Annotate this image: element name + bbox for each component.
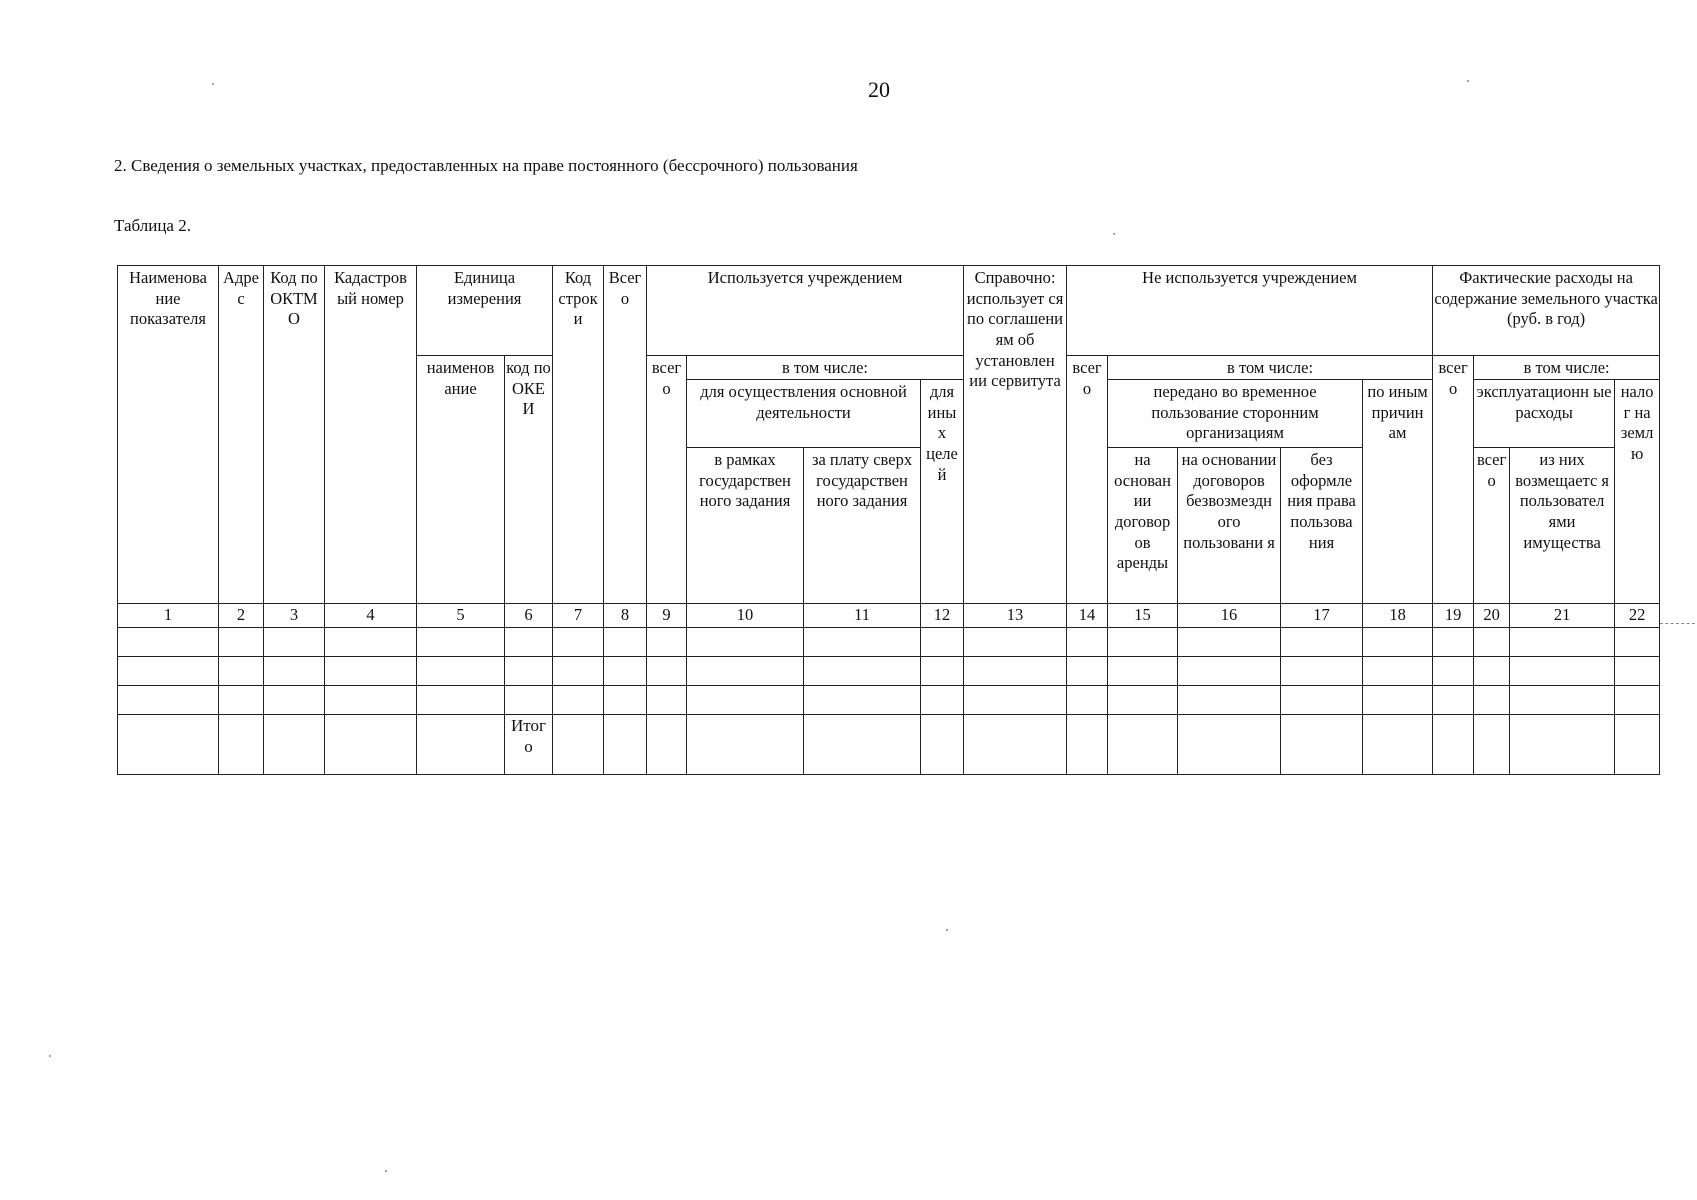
table-cell	[219, 686, 264, 715]
header-other-reasons: по иным причин ам	[1363, 380, 1433, 604]
table-cell	[219, 657, 264, 686]
column-number: 5	[417, 604, 505, 628]
table-cell	[1363, 686, 1433, 715]
table-cell	[325, 686, 417, 715]
header-no-formal-right: без оформле ния права пользова ния	[1281, 448, 1363, 604]
column-number: 1	[118, 604, 219, 628]
table-cell	[804, 686, 921, 715]
header-operating-total: всег о	[1474, 448, 1510, 604]
header-land-tax: нало г на земл ю	[1615, 380, 1660, 604]
table-cell	[1067, 715, 1108, 775]
header-reimbursed: из них возмещаетс я пользовател ями имущества	[1510, 448, 1615, 604]
table-cell	[264, 715, 325, 775]
page-number: 20	[868, 77, 890, 102]
table-cell	[505, 628, 553, 657]
header-operating-costs: эксплуатационн ые расходы	[1474, 380, 1615, 448]
table-cell	[1067, 657, 1108, 686]
table-caption: Таблица 2.	[114, 216, 191, 235]
column-number: 21	[1510, 604, 1615, 628]
table-cell	[804, 657, 921, 686]
header-costs-including: в том числе:	[1474, 356, 1660, 380]
table-cell	[118, 686, 219, 715]
table-cell	[687, 686, 804, 715]
table-cell	[417, 715, 505, 775]
column-numbers-row	[118, 604, 1660, 628]
table-cell	[118, 657, 219, 686]
table-cell	[1281, 686, 1363, 715]
column-number: 13	[964, 604, 1067, 628]
scan-speck	[385, 1170, 387, 1172]
column-number: 8	[604, 604, 647, 628]
table-cell	[417, 628, 505, 657]
table-cell	[604, 715, 647, 775]
table-cell	[1474, 715, 1510, 775]
table-cell	[804, 628, 921, 657]
header-actual-costs: Фактические расходы на содержание земельного участка (руб. в год)	[1433, 266, 1660, 356]
header-main-activity: для осуществления основной деятельности	[687, 380, 921, 448]
scan-speck	[49, 1055, 51, 1057]
table-cell	[553, 686, 604, 715]
column-number: 22	[1615, 604, 1660, 628]
table-cell	[647, 686, 687, 715]
header-indicator-name: Наименова ние показателя	[118, 266, 219, 604]
table-cell	[1281, 657, 1363, 686]
column-number: 11	[804, 604, 921, 628]
column-number: 9	[647, 604, 687, 628]
table-cell	[219, 628, 264, 657]
section-title: 2. Сведения о земельных участках, предоставленных на праве постоянного (бессрочного) пользования	[114, 156, 858, 175]
header-other-purposes: для ины х целе й	[921, 380, 964, 604]
table-cell	[1108, 657, 1178, 686]
header-costs-total: всег о	[1433, 356, 1474, 604]
table-cell	[687, 628, 804, 657]
column-number: 3	[264, 604, 325, 628]
table-cell	[687, 715, 804, 775]
header-unit-name: наименов ание	[417, 356, 505, 604]
table-cell	[553, 628, 604, 657]
header-servitude-reference: Справочно: использует ся по соглашени ям об установлен ии сервитута	[964, 266, 1067, 604]
column-number: 20	[1474, 604, 1510, 628]
header-cadastral-number: Кадастров ый номер	[325, 266, 417, 604]
table-cell	[118, 715, 219, 775]
table-cell	[264, 657, 325, 686]
table-cell	[1433, 715, 1474, 775]
column-number: 6	[505, 604, 553, 628]
table-cell	[1067, 628, 1108, 657]
table-row	[118, 628, 1660, 657]
column-number: 15	[1108, 604, 1178, 628]
column-number: 14	[1067, 604, 1108, 628]
table-cell	[1615, 686, 1660, 715]
table-cell	[687, 657, 804, 686]
header-row-1	[118, 266, 1660, 356]
table-cell	[1474, 628, 1510, 657]
table-cell	[1281, 628, 1363, 657]
scan-speck	[946, 929, 948, 931]
table-cell	[553, 657, 604, 686]
column-number: 10	[687, 604, 804, 628]
table-cell	[325, 657, 417, 686]
table-cell	[1363, 657, 1433, 686]
table-cell	[921, 715, 964, 775]
header-not-used-total: всег о	[1067, 356, 1108, 604]
table-cell	[219, 715, 264, 775]
table-cell	[964, 686, 1067, 715]
scan-speck	[212, 83, 214, 85]
scan-stroke	[1660, 623, 1695, 624]
table-cell	[1363, 628, 1433, 657]
table-cell	[1178, 657, 1281, 686]
header-oktmo: Код по ОКТМ О	[264, 266, 325, 604]
scan-speck	[1113, 233, 1115, 235]
table-cell	[1178, 715, 1281, 775]
table-cell	[1474, 686, 1510, 715]
table-cell	[1433, 686, 1474, 715]
column-number: 7	[553, 604, 604, 628]
table-cell	[647, 628, 687, 657]
header-lease: на основан ии договор ов аренды	[1108, 448, 1178, 604]
header-used-total: всег о	[647, 356, 687, 604]
table-cell	[1108, 715, 1178, 775]
table-cell	[964, 657, 1067, 686]
header-paid-over-task: за плату сверх государствен ного задания	[804, 448, 921, 604]
table-cell	[921, 657, 964, 686]
table-cell	[1178, 686, 1281, 715]
header-total: Всег о	[604, 266, 647, 604]
table-cell	[921, 686, 964, 715]
table-cell	[1281, 715, 1363, 775]
table-row	[118, 657, 1660, 686]
table-cell	[505, 657, 553, 686]
table-cell	[264, 686, 325, 715]
column-number: 19	[1433, 604, 1474, 628]
header-used: Используется учреждением	[647, 266, 964, 356]
table-cell	[647, 657, 687, 686]
table-cell	[804, 715, 921, 775]
table-cell	[1433, 628, 1474, 657]
table-cell	[1474, 657, 1510, 686]
table-cell	[553, 715, 604, 775]
column-number: 17	[1281, 604, 1363, 628]
total-row	[118, 715, 1660, 775]
scan-speck	[1467, 80, 1469, 82]
header-okei-code: код по ОКЕ И	[505, 356, 553, 604]
table-cell	[1108, 686, 1178, 715]
column-number: 16	[1178, 604, 1281, 628]
header-temporary-use: передано во временное пользование сторонним организациям	[1108, 380, 1363, 448]
header-row-code: Код строк и	[553, 266, 604, 604]
table-row	[118, 686, 1660, 715]
header-state-task: в рамках государствен ного задания	[687, 448, 804, 604]
table-cell	[604, 657, 647, 686]
column-number: 2	[219, 604, 264, 628]
table-cell	[1615, 715, 1660, 775]
table-cell	[1615, 657, 1660, 686]
table-cell	[1363, 715, 1433, 775]
table-cell	[1067, 686, 1108, 715]
table-cell	[604, 628, 647, 657]
table-cell	[964, 628, 1067, 657]
table-cell	[1615, 628, 1660, 657]
table-cell	[264, 628, 325, 657]
column-number: 18	[1363, 604, 1433, 628]
table-cell	[325, 715, 417, 775]
table-cell	[1510, 628, 1615, 657]
header-unit: Единица измерения	[417, 266, 553, 356]
table-cell	[325, 628, 417, 657]
header-address: Адре с	[219, 266, 264, 604]
column-number: 12	[921, 604, 964, 628]
table-cell	[647, 715, 687, 775]
table-cell	[921, 628, 964, 657]
table-cell	[417, 657, 505, 686]
land-plots-table	[117, 265, 1660, 775]
table-cell	[1510, 715, 1615, 775]
header-free-use: на основании договоров безвозмездн ого пользовани я	[1178, 448, 1281, 604]
table-cell	[118, 628, 219, 657]
header-not-used: Не используется учреждением	[1067, 266, 1433, 356]
header-used-including: в том числе:	[687, 356, 964, 380]
table-cell	[604, 686, 647, 715]
column-number: 4	[325, 604, 417, 628]
table-cell	[505, 686, 553, 715]
table-cell	[417, 686, 505, 715]
table-cell	[1433, 657, 1474, 686]
total-label: Итог о	[505, 715, 553, 775]
header-not-used-including: в том числе:	[1108, 356, 1433, 380]
table-cell	[1510, 657, 1615, 686]
table-cell	[964, 715, 1067, 775]
table-cell	[1178, 628, 1281, 657]
table-cell	[1510, 686, 1615, 715]
table-cell	[1108, 628, 1178, 657]
